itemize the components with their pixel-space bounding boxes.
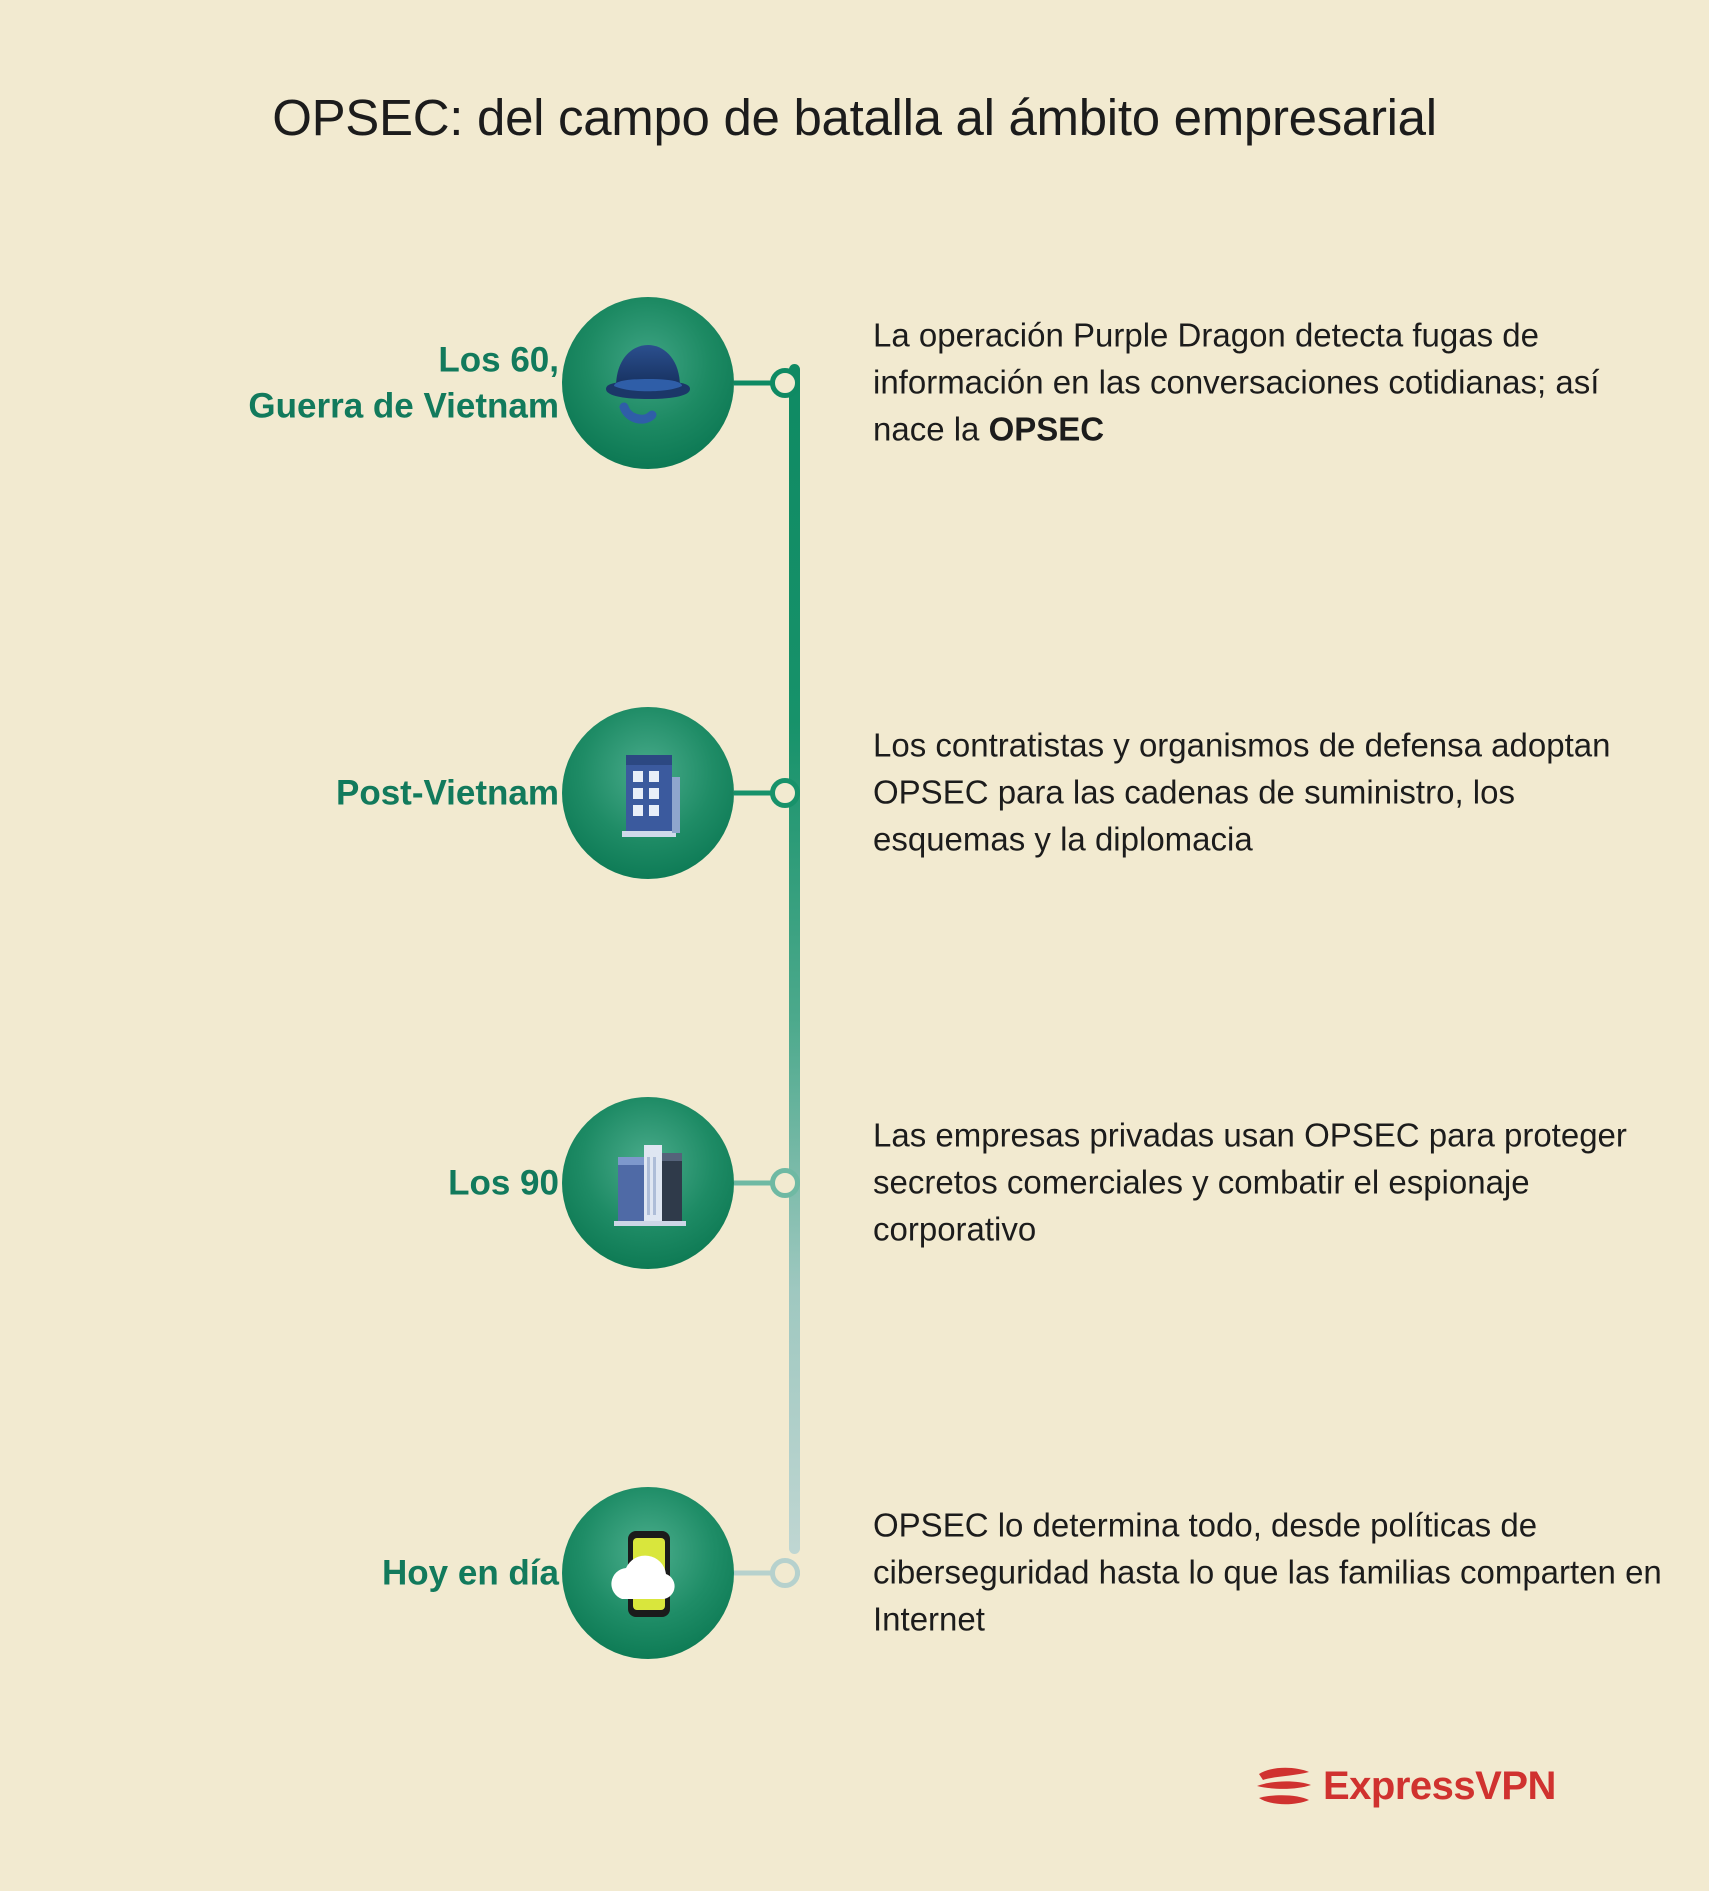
brand-name: ExpressVPN: [1323, 1763, 1556, 1808]
description-text: La operación Purple Dragon detecta fugas de información en las conversaciones cotidianas; así nace la: [873, 316, 1600, 448]
military-hat-icon: [588, 323, 708, 443]
timeline-era-label: [39, 770, 559, 816]
timeline-description: [873, 313, 1673, 454]
timeline-dot: [770, 1558, 800, 1588]
era-label-line1: Los 60,: [438, 340, 559, 380]
brand-logo: [1255, 1760, 1556, 1812]
phone-cloud-icon: [588, 1513, 708, 1633]
timeline-dot: [770, 1168, 800, 1198]
timeline-era-label: [39, 1550, 559, 1596]
timeline-spine: [789, 364, 800, 1554]
timeline-item: [0, 268, 1709, 498]
description-emphasis: OPSEC: [988, 410, 1105, 448]
timeline-description: Los contratistas y organismos de defensa adoptan OPSEC para las cadenas de suministro, los esquemas y la diplomacia: [873, 726, 1611, 858]
timeline-node-icon: [562, 1097, 734, 1269]
expressvpn-logo-icon: [1255, 1760, 1313, 1812]
era-label-line1: Los 90: [448, 1163, 559, 1203]
timeline-node-icon: [562, 1487, 734, 1659]
timeline-node-icon: [562, 297, 734, 469]
timeline-description: Las empresas privadas usan OPSEC para proteger secretos comerciales y combatir el espionaje corporativo: [873, 1116, 1627, 1248]
timeline-dot: [770, 368, 800, 398]
timeline-node-icon: [562, 707, 734, 879]
office-building-icon: [588, 733, 708, 853]
era-label-line1: Hoy en día: [382, 1553, 559, 1593]
timeline-era-label: [39, 338, 559, 429]
timeline-item: [0, 1458, 1709, 1688]
era-label-line2: Guerra de Vietnam: [248, 386, 559, 425]
page-title: OPSEC: del campo de batalla al ámbito empresarial: [272, 89, 1437, 146]
timeline-description: OPSEC lo determina todo, desde políticas de ciberseguridad hasta lo que las familias comparten en Internet: [873, 1506, 1662, 1638]
timeline: [0, 268, 1709, 1648]
timeline-item: [0, 1068, 1709, 1298]
skyscrapers-icon: [588, 1123, 708, 1243]
timeline-item: [0, 678, 1709, 908]
timeline-era-label: [39, 1160, 559, 1206]
timeline-dot: [770, 778, 800, 808]
era-label-line1: Post-Vietnam: [335, 773, 559, 813]
